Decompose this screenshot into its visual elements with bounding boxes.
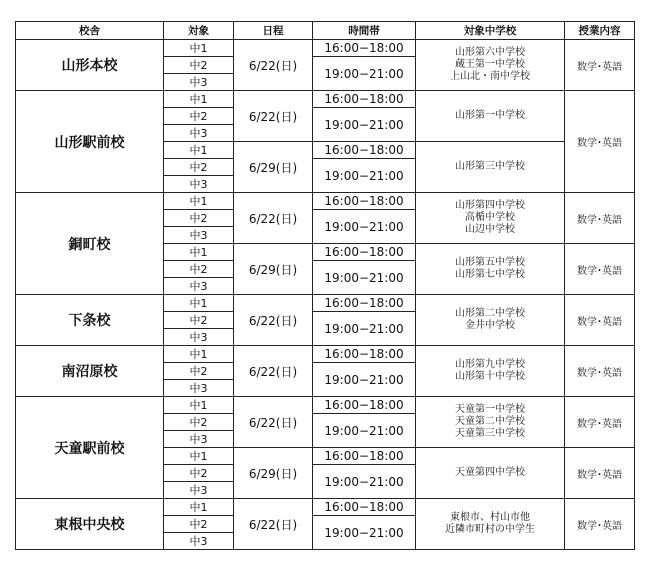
grade-cell: 中3 [164,278,234,295]
jhs-name: 天童第三中学校 [455,428,525,439]
grade-cell: 中2 [164,414,234,431]
time-cell-afternoon: 16:00−18:00 [313,448,416,465]
time-cell-evening: 19:00−21:00 [313,363,416,397]
table-row [16,397,635,414]
time-cell-afternoon: 16:00−18:00 [313,193,416,210]
date-cell: 6/29(日) [234,244,313,295]
grade-cell: 中2 [164,261,234,278]
jhs-name: 山形第三中学校 [455,161,525,172]
grade-cell: 中1 [164,40,234,57]
table-row [16,193,635,210]
date-cell: 6/22(日) [234,499,313,550]
jhs-name: 金井中学校 [465,320,515,331]
grade-cell: 中3 [164,533,234,550]
jhs-name: 天童第二中学校 [455,416,525,427]
time-cell-afternoon: 16:00−18:00 [313,397,416,414]
time-cell-evening: 19:00−21:00 [313,57,416,91]
target-jhs-cell [416,142,565,193]
time-cell-afternoon: 16:00−18:00 [313,499,416,516]
jhs-name: 上山北・南中学校 [450,71,530,82]
grade-cell: 中1 [164,397,234,414]
grade-cell: 中1 [164,295,234,312]
header-time: 時間帯 [313,22,416,40]
target-jhs-cell [416,499,565,550]
grade-cell: 中2 [164,108,234,125]
jhs-name: 山形第五中学校 [455,257,525,268]
date-cell: 6/22(日) [234,397,313,448]
grade-cell: 中1 [164,244,234,261]
subject-cell: 数学･英語 [565,397,635,448]
jhs-name: 山形第二中学校 [455,308,525,319]
grade-cell: 中3 [164,74,234,91]
date-cell: 6/29(日) [234,142,313,193]
target-jhs-cell [416,244,565,295]
time-cell-afternoon: 16:00−18:00 [313,91,416,108]
grade-cell: 中3 [164,380,234,397]
jhs-name: 山形第四中学校 [455,200,525,211]
grade-cell: 中2 [164,210,234,227]
date-cell: 6/22(日) [234,295,313,346]
grade-cell: 中1 [164,193,234,210]
time-cell-evening: 19:00−21:00 [313,261,416,295]
grade-cell: 中3 [164,482,234,499]
school-name: 銅町校 [16,193,164,295]
time-cell-evening: 19:00−21:00 [313,465,416,499]
target-jhs-cell [416,91,565,142]
jhs-name: 山辺中学校 [465,224,515,235]
subject-cell: 数学･英語 [565,295,635,346]
school-name: 南沼原校 [16,346,164,397]
school-name: 山形本校 [16,40,164,91]
jhs-name: 山形第十中学校 [455,371,525,382]
school-name: 山形駅前校 [16,91,164,193]
school-name: 下条校 [16,295,164,346]
grade-cell: 中2 [164,57,234,74]
subject-cell: 数学･英語 [565,346,635,397]
school-name: 天童駅前校 [16,397,164,499]
header-date: 日程 [234,22,313,40]
jhs-name: 高楯中学校 [465,212,515,223]
time-cell-afternoon: 16:00−18:00 [313,40,416,57]
target-jhs-cell [416,193,565,244]
grade-cell: 中2 [164,363,234,380]
time-cell-evening: 19:00−21:00 [313,414,416,448]
date-cell: 6/22(日) [234,40,313,91]
grade-cell: 中3 [164,125,234,142]
grade-cell: 中2 [164,159,234,176]
subject-cell: 数学･英語 [565,244,635,295]
table-row [16,91,635,108]
grade-cell: 中3 [164,227,234,244]
header-target: 対象 [164,22,234,40]
time-cell-evening: 19:00−21:00 [313,108,416,142]
table-row [16,346,635,363]
schedule-body [16,40,635,550]
grade-cell: 中2 [164,465,234,482]
subject-cell: 数学･英語 [565,91,635,193]
grade-cell: 中1 [164,448,234,465]
header-jhs: 対象中学校 [416,22,565,40]
jhs-name: 天童第四中学校 [455,467,525,478]
grade-cell: 中3 [164,431,234,448]
target-jhs-cell [416,448,565,499]
header-school: 校舎 [16,22,164,40]
date-cell: 6/22(日) [234,91,313,142]
school-name: 東根中央校 [16,499,164,550]
jhs-name: 東根市、村山市他 [450,512,530,523]
grade-cell: 中2 [164,312,234,329]
subject-cell: 数学･英語 [565,499,635,550]
date-cell: 6/29(日) [234,448,313,499]
jhs-name: 蔵王第一中学校 [455,59,525,70]
subject-cell: 数学･英語 [565,193,635,244]
time-cell-afternoon: 16:00−18:00 [313,346,416,363]
jhs-name: 山形第九中学校 [455,359,525,370]
grade-cell: 中1 [164,499,234,516]
jhs-name: 天童第一中学校 [455,404,525,415]
grade-cell: 中1 [164,346,234,363]
target-jhs-cell [416,295,565,346]
table-row [16,40,635,57]
schedule-table [15,21,635,550]
header-subject: 授業内容 [565,22,635,40]
jhs-name: 山形第六中学校 [455,47,525,58]
time-cell-evening: 19:00−21:00 [313,516,416,550]
target-jhs-cell [416,346,565,397]
time-cell-afternoon: 16:00−18:00 [313,244,416,261]
date-cell: 6/22(日) [234,346,313,397]
table-row [16,295,635,312]
table-row [16,499,635,516]
date-cell: 6/22(日) [234,193,313,244]
time-cell-evening: 19:00−21:00 [313,210,416,244]
header-row [16,22,635,40]
jhs-name: 近隣市町村の中学生 [445,524,535,535]
grade-cell: 中1 [164,91,234,108]
time-cell-evening: 19:00−21:00 [313,159,416,193]
target-jhs-cell [416,397,565,448]
grade-cell: 中1 [164,142,234,159]
target-jhs-cell [416,40,565,91]
grade-cell: 中3 [164,329,234,346]
schedule-table-wrapper [15,21,635,550]
time-cell-afternoon: 16:00−18:00 [313,295,416,312]
grade-cell: 中3 [164,176,234,193]
subject-cell: 数学･英語 [565,40,635,91]
time-cell-afternoon: 16:00−18:00 [313,142,416,159]
subject-cell: 数学･英語 [565,448,635,499]
grade-cell: 中2 [164,516,234,533]
jhs-name: 山形第七中学校 [455,269,525,280]
jhs-name: 山形第一中学校 [455,110,525,121]
time-cell-evening: 19:00−21:00 [313,312,416,346]
